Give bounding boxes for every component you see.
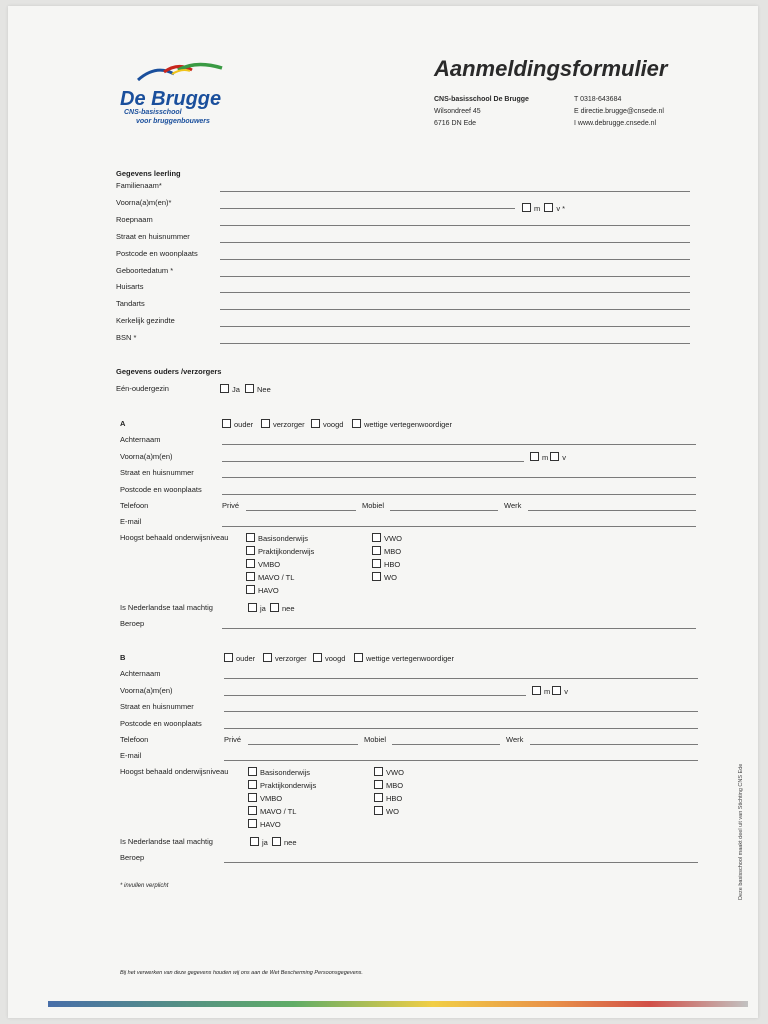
parent-a-edu-vmbo-label: VMBO [258,560,281,569]
parent-b-edu-wo [374,806,399,816]
parent-a-mobiel-label: Mobiel [362,501,385,510]
single-parent-label: Eén-oudergezin [116,384,169,393]
parent-b-dutch-nee-label: nee [284,838,297,847]
parent-b-dutch-ja-label: ja [262,838,268,847]
parent-b-role-verzorger-checkbox[interactable] [263,653,272,662]
parent-a-edu-mbo-label: MBO [384,547,402,556]
gender-m-checkbox[interactable] [522,203,531,212]
parent-b-role-ouder-checkbox[interactable] [224,653,233,662]
school-name: CNS-basisschool De Brugge [434,96,529,103]
parent-b-edu-havo-label: HAVO [260,820,281,829]
parent-a-edu-mbo-checkbox[interactable] [372,546,381,555]
parent-b-voornamen-field[interactable] [224,695,526,696]
parent-b-telefoon-label: Telefoon [120,735,149,744]
logo-subtitle: CNS-basisschool [124,109,182,116]
parent-a-role-verzorger-checkbox[interactable] [261,419,270,428]
parent-b-edu-praktijk-label: Praktijkonderwijs [260,781,317,790]
parent-a-dutch-ja-checkbox[interactable] [248,603,257,612]
parent-a-gender-m-label: m [542,453,549,462]
parent-a-edu-hbo-checkbox[interactable] [372,559,381,568]
parent-b-gender-v-checkbox[interactable] [552,686,561,695]
parent-a-dutch-nee-checkbox[interactable] [270,603,279,612]
parent-b-dutch-ja-checkbox[interactable] [250,837,259,846]
parent-a-beroep-label: Beroep [120,619,145,628]
student-bsn-field[interactable] [220,343,690,344]
parent-a-achternaam-field[interactable] [222,444,696,445]
student-tandarts-label: Tandarts [116,299,145,308]
parent-b-edu-vwo-checkbox[interactable] [374,767,383,776]
school-contact [574,94,664,130]
parent-a-werk-label: Werk [504,501,522,510]
parent-a-email-label: E-mail [120,517,142,526]
parent-a-edu-vwo [372,533,402,543]
parent-a-role-voogd-label: voogd [323,420,344,429]
parent-b-edu-mavo-checkbox[interactable] [248,806,257,815]
parent-a-edu-vmbo-checkbox[interactable] [246,559,255,568]
parent-a-edu-mbo [372,546,401,556]
parent-a-letter: A [120,419,126,428]
parent-a-role-voogd [311,419,343,429]
parent-b-edu-vmbo-label: VMBO [260,794,283,803]
parent-a-role-ouder-checkbox[interactable] [222,419,231,428]
parent-b-role-voogd [313,653,345,663]
school-website: I www.debrugge.cnsede.nl [574,120,657,127]
parent-a-edu-havo [246,585,279,595]
bridge-logo-icon [134,60,224,86]
parent-b-mobiel-label: Mobiel [364,735,387,744]
parent-a-edu-wo-label: WO [384,573,397,582]
parent-a-straat-field[interactable] [222,477,696,478]
parent-b-role-wettig-label: wettige vertegenwoordiger [366,654,454,663]
parent-a-edu-mavo [246,572,294,582]
parent-b-role-voogd-label: voogd [325,654,346,663]
parent-a-edu-havo-label: HAVO [258,586,279,595]
parent-b-edu-vmbo [248,793,282,803]
parent-a-edu-mavo-checkbox[interactable] [246,572,255,581]
parent-b-email-label: E-mail [120,751,142,760]
parent-b-gender-v-label: v [564,687,568,696]
student-straat-field[interactable] [220,242,690,243]
parent-a-role-wettig-checkbox[interactable] [352,419,361,428]
parent-a-edu-praktijk-label: Praktijkonderwijs [258,547,315,556]
parent-b-beroep-field[interactable] [224,862,698,863]
parent-a-voornamen-field[interactable] [222,461,524,462]
parent-a-edu-hbo-label: HBO [384,560,401,569]
parent-a-edu-basis [246,533,308,543]
parent-a-role-ouder [222,419,253,429]
parent-b-role-wettig-checkbox[interactable] [354,653,363,662]
student-huisarts-label: Huisarts [116,282,144,291]
parent-b-email-field[interactable] [224,760,698,761]
parent-a-gender-m-checkbox[interactable] [530,452,539,461]
parent-b-mobiel-field[interactable] [392,744,500,745]
student-voornamen-label: Voorna(a)m(en)* [116,198,172,207]
parent-b-edu-mavo-label: MAVO / TL [260,807,297,816]
parent-b-gender [532,686,568,696]
parent-b-werk-label: Werk [506,735,524,744]
parent-a-dutch-nee-label: nee [282,604,295,613]
parent-b-dutch-nee [272,837,297,847]
parent-a-role-verzorger-label: verzorger [273,420,305,429]
parent-b-gender-m-label: m [544,687,551,696]
parent-a-achternaam-label: Achternaam [120,435,161,444]
parent-a-edu-mavo-label: MAVO / TL [258,573,295,582]
parent-a-edu-vmbo [246,559,280,569]
parent-b-role-voogd-checkbox[interactable] [313,653,322,662]
parent-a-werk-field[interactable] [528,510,696,511]
parent-b-dutch-nee-checkbox[interactable] [272,837,281,846]
side-note: Deze basisschool maakt deel uit van Stichting CNS Ede [738,763,744,900]
parent-a-prive-field[interactable] [246,510,356,511]
gender-v-checkbox[interactable] [544,203,553,212]
student-kerkelijk-label: Kerkelijk gezindte [116,316,175,325]
parent-b-edu-hbo-checkbox[interactable] [374,793,383,802]
parent-a-gender [530,452,566,462]
parent-b-edu-mbo-checkbox[interactable] [374,780,383,789]
parent-b-voornamen-label: Voorna(a)m(en) [120,686,173,695]
school-phone: T 0318-643684 [574,96,622,103]
parent-b-edu-praktijk-checkbox[interactable] [248,780,257,789]
parent-b-dutch-ja [250,837,268,847]
parent-b-edu-basis-checkbox[interactable] [248,767,257,776]
parent-b-prive-label: Privé [224,735,242,744]
parent-a-telefoon-label: Telefoon [120,501,149,510]
parent-a-role-ouder-label: ouder [234,420,254,429]
parent-a-edu-praktijk [246,546,314,556]
parent-a-edu-hbo [372,559,400,569]
parents-section-heading: Gegevens ouders /verzorgers [116,367,222,376]
parent-b-edu-vmbo-checkbox[interactable] [248,793,257,802]
parent-b-edu-mavo [248,806,296,816]
parent-b-role-ouder [224,653,255,663]
parent-b-edu-hbo [374,793,402,803]
student-huisarts-field[interactable] [220,292,690,293]
school-email: E directie.brugge@cnsede.nl [574,108,664,115]
parent-a-dutch-label: Is Nederlandse taal machtig [120,603,213,612]
parent-a-edu-label: Hoogst behaald onderwijsniveau [120,533,229,542]
parent-b-straat-field[interactable] [224,711,698,712]
parent-b-role-ouder-label: ouder [236,654,256,663]
parent-a-mobiel-field[interactable] [390,510,498,511]
parent-b-edu-mbo [374,780,403,790]
parent-a-role-verzorger [261,419,305,429]
parent-b-role-wettig [354,653,454,663]
single-parent-nee-checkbox[interactable] [245,384,254,393]
nee-label: Nee [257,385,271,394]
parent-b-edu-wo-checkbox[interactable] [374,806,383,815]
parent-a-prive-label: Privé [222,501,240,510]
parent-b-edu-basis-label: Basisonderwijs [260,768,311,777]
parent-a-straat-label: Straat en huisnummer [120,468,194,477]
student-tandarts-field[interactable] [220,309,690,310]
single-parent-options [220,384,271,394]
parent-a-beroep-field[interactable] [222,628,696,629]
parent-b-edu-label: Hoogst behaald onderwijsniveau [120,767,229,776]
parent-a-edu-havo-checkbox[interactable] [246,585,255,594]
parent-a-edu-wo-checkbox[interactable] [372,572,381,581]
parent-a-edu-wo [372,572,397,582]
parent-a-gender-v-label: v [562,453,566,462]
school-city: 6716 DN Ede [434,120,477,127]
parent-b-werk-field[interactable] [530,744,698,745]
parent-a-edu-praktijk-checkbox[interactable] [246,546,255,555]
parent-b-edu-havo [248,819,281,829]
student-familienaam-field[interactable] [220,191,690,192]
student-bsn-label: BSN * [116,333,137,342]
parent-a-edu-basis-label: Basisonderwijs [258,534,309,543]
parent-b-edu-hbo-label: HBO [386,794,403,803]
rainbow-bar [48,1001,748,1007]
parent-b-straat-label: Straat en huisnummer [120,702,194,711]
parent-b-dutch-label: Is Nederlandse taal machtig [120,837,213,846]
ja-label: Ja [232,385,240,394]
single-parent-ja-checkbox[interactable] [220,384,229,393]
parent-b-achternaam-label: Achternaam [120,669,161,678]
parent-a-email-field[interactable] [222,526,696,527]
parent-b-edu-mbo-label: MBO [386,781,404,790]
parent-b-edu-havo-checkbox[interactable] [248,819,257,828]
logo-name: De Brugge [120,88,222,110]
student-geboortedatum-field[interactable] [220,276,690,277]
parent-b-edu-vwo [374,767,404,777]
parent-a-gender-v-checkbox[interactable] [550,452,559,461]
parent-a-edu-basis-checkbox[interactable] [246,533,255,542]
parent-a-dutch-nee [270,603,295,613]
parent-a-voornamen-label: Voorna(a)m(en) [120,452,173,461]
parent-a-dutch-ja-label: ja [260,604,266,613]
parent-a-dutch-ja [248,603,266,613]
parent-a-role-wettig-label: wettige vertegenwoordiger [364,420,452,429]
parent-a-postcode-field[interactable] [222,494,696,495]
parent-b-edu-wo-label: WO [386,807,399,816]
parent-b-postcode-label: Postcode en woonplaats [120,719,202,728]
parent-b-edu-vwo-label: VWO [386,768,404,777]
student-gender [522,203,565,213]
student-postcode-label: Postcode en woonplaats [116,249,198,258]
parent-b-postcode-field[interactable] [224,728,698,729]
logo-tagline: voor bruggenbouwers [136,118,210,125]
student-straat-label: Straat en huisnummer [116,232,190,241]
parent-b-achternaam-field[interactable] [224,678,698,679]
gender-v-label: v * [556,204,566,213]
gender-m-label: m [534,204,541,213]
student-familienaam-label: Familienaam* [116,181,162,190]
student-geboortedatum-label: Geboortedatum * [116,266,174,275]
parent-a-role-wettig [352,419,452,429]
school-street: Wilsondreef 45 [434,108,481,115]
parent-b-role-verzorger-label: verzorger [275,654,307,663]
parent-a-role-voogd-checkbox[interactable] [311,419,320,428]
privacy-footer: Bij het verwerken van deze gegevens houden wij ons aan de Wet Bescherming Persoonsgegevens. [120,970,363,976]
student-section-heading: Gegevens leerling [116,169,181,178]
parent-a-postcode-label: Postcode en woonplaats [120,485,202,494]
parent-b-edu-praktijk [248,780,316,790]
student-kerkelijk-field[interactable] [220,326,690,327]
parent-a-edu-vwo-checkbox[interactable] [372,533,381,542]
parent-b-letter: B [120,653,126,662]
school-address [434,94,529,130]
required-note: * invullen verplicht [120,883,169,889]
student-postcode-field[interactable] [220,259,690,260]
student-roepnaam-label: Roepnaam [116,215,153,224]
parent-b-prive-field[interactable] [248,744,358,745]
form-page [8,6,758,1018]
parent-b-gender-m-checkbox[interactable] [532,686,541,695]
parent-a-edu-vwo-label: VWO [384,534,402,543]
page-title: Aanmeldingsformulier [434,56,668,81]
parent-b-role-verzorger [263,653,307,663]
student-roepnaam-field[interactable] [220,225,690,226]
parent-b-edu-basis [248,767,310,777]
parent-b-beroep-label: Beroep [120,853,145,862]
student-voornamen-field[interactable] [220,208,515,209]
